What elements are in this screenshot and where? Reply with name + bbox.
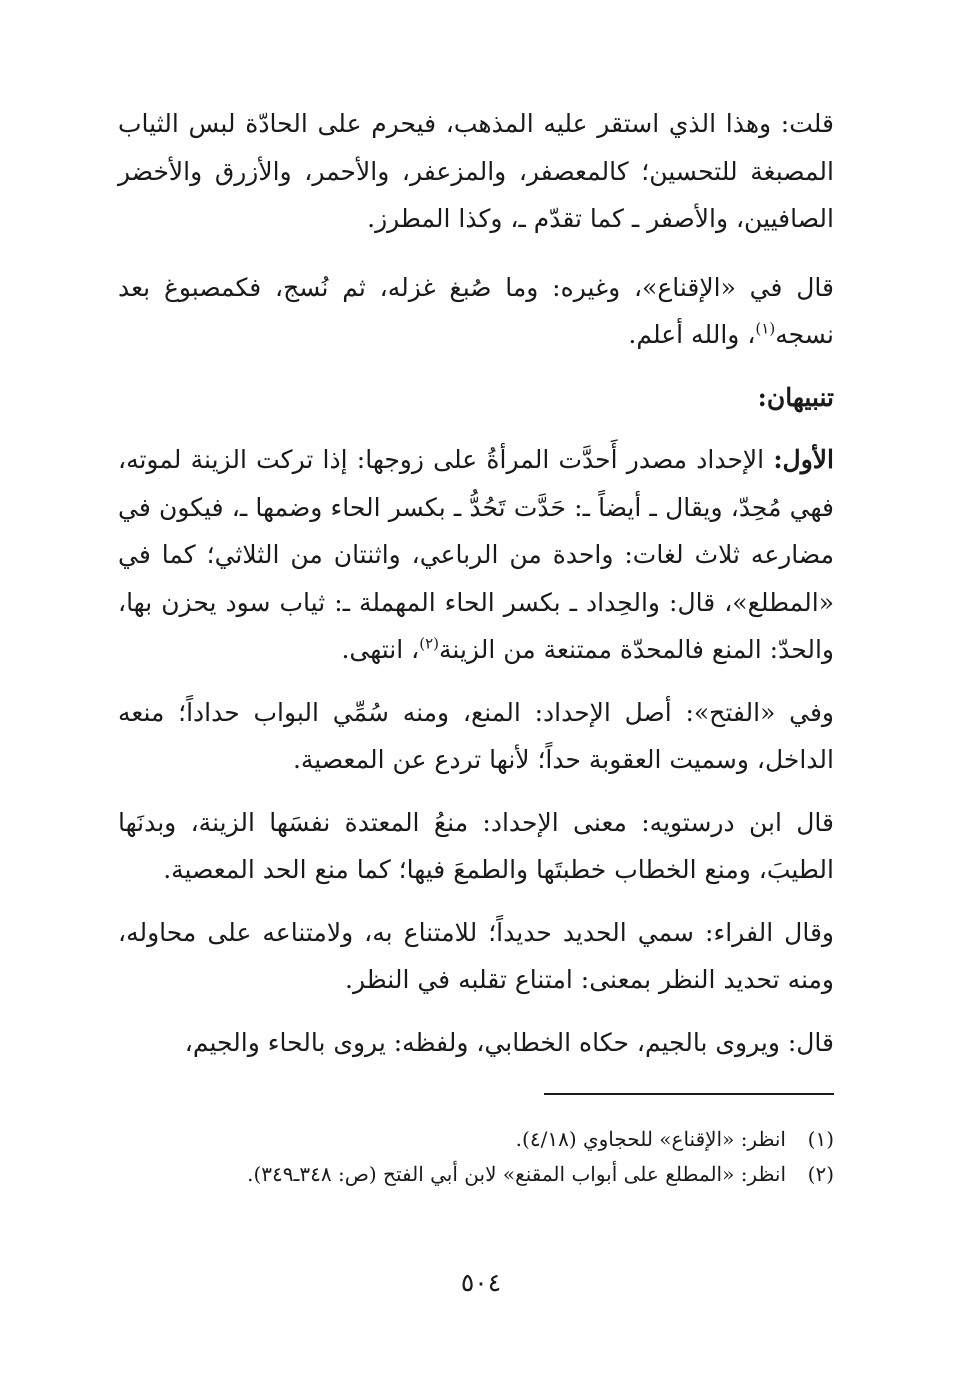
page-number: ٥٠٤	[460, 1268, 502, 1297]
section-heading: تنبيهان:	[757, 382, 834, 412]
paragraph-text: قال في «الإقناع»، وغيره: وما صُبغ غزله، ثم نُسج، فكمصبوغ بعد نسجه	[118, 272, 834, 349]
footnote-number: (١)	[807, 1127, 834, 1151]
paragraph-farra: وقال الفراء: سمي الحديد حديداً؛ للامتناع به، ولامتناعه على محاوله، ومنه تحديد النظر بمعنى: امتناع تقلبه في النظر.	[118, 917, 834, 994]
paragraph-first-note	[118, 436, 834, 674]
paragraph-tail: ، انتهى.	[341, 635, 420, 664]
footnote-2	[118, 1157, 834, 1192]
paragraph-ibn-durustawayh: قال ابن درستويه: معنى الإحداد: منعُ المعتدة نفسَها الزينة، وبدنَها الطيبَ، ومنع الخطاب خطبتَها والطمعَ فيها؛ كما منع الحد المعصية.	[118, 807, 834, 884]
footnote-ref-1[interactable]: (١)	[755, 319, 776, 338]
footnote-separator	[544, 1093, 834, 1095]
first-note-lead: الأول:	[773, 445, 834, 474]
footnote-number: (٢)	[807, 1162, 834, 1186]
footnote-text: انظر: «المطلع على أبواب المقنع» لابن أبي الفتح (ص: ٣٤٨ـ٣٤٩).	[247, 1162, 786, 1186]
paragraph-qult	[118, 100, 834, 243]
paragraph-text: قلت: وهذا الذي استقر عليه المذهب، فيحرم على الحادّة لبس الثياب المصبغة للتحسين؛ كالمعصفر، والمزعفر، والأحمر، والأزرق والأخضر الصافيين، والأصفر ـ كما تقدّم ـ، وكذا المطرز.	[118, 109, 834, 233]
paragraph-fath: وفي «الفتح»: أصل الإحداد: المنع، ومنه سُمِّي البواب حداداً؛ منعه الداخل، وسميت العقوبة حداً؛ لأنها تردع عن المعصية.	[118, 697, 834, 774]
footnote-text: انظر: «الإقناع» للحجاوي (٤/١٨).	[515, 1127, 786, 1151]
footnote-ref-2[interactable]: (٢)	[419, 634, 439, 653]
paragraph-tail: ، والله أعلم.	[628, 320, 756, 349]
footnote-1	[118, 1122, 834, 1157]
footnotes	[118, 1122, 834, 1192]
paragraph-text: الإحداد مصدر أَحدَّت المرأةُ على زوجها: إذا تركت الزينة لموته، فهي مُحِدّ، ويقال ـ أيضاً ـ: حَدَّت تَحُدُّ ـ بكسر الحاء وضمها ـ، فيكون في مضارعه ثلاث لغات: واحدة من الرباعي، واثنتان من الثلاثي؛ كما في «المطلع»، قال: والحِداد ـ بكسر الحاء المهملة ـ: ثياب سود يحزن بها، والحدّ: المنع فالمحدّة ممتنعة من الزينة	[118, 445, 834, 664]
paragraph-khattabi: قال: ويروى بالجيم، حكاه الخطابي، ولفظه: يروى بالحاء والجيم،	[184, 1027, 834, 1057]
main-text	[118, 100, 834, 1081]
paragraph-iqna	[118, 264, 834, 359]
